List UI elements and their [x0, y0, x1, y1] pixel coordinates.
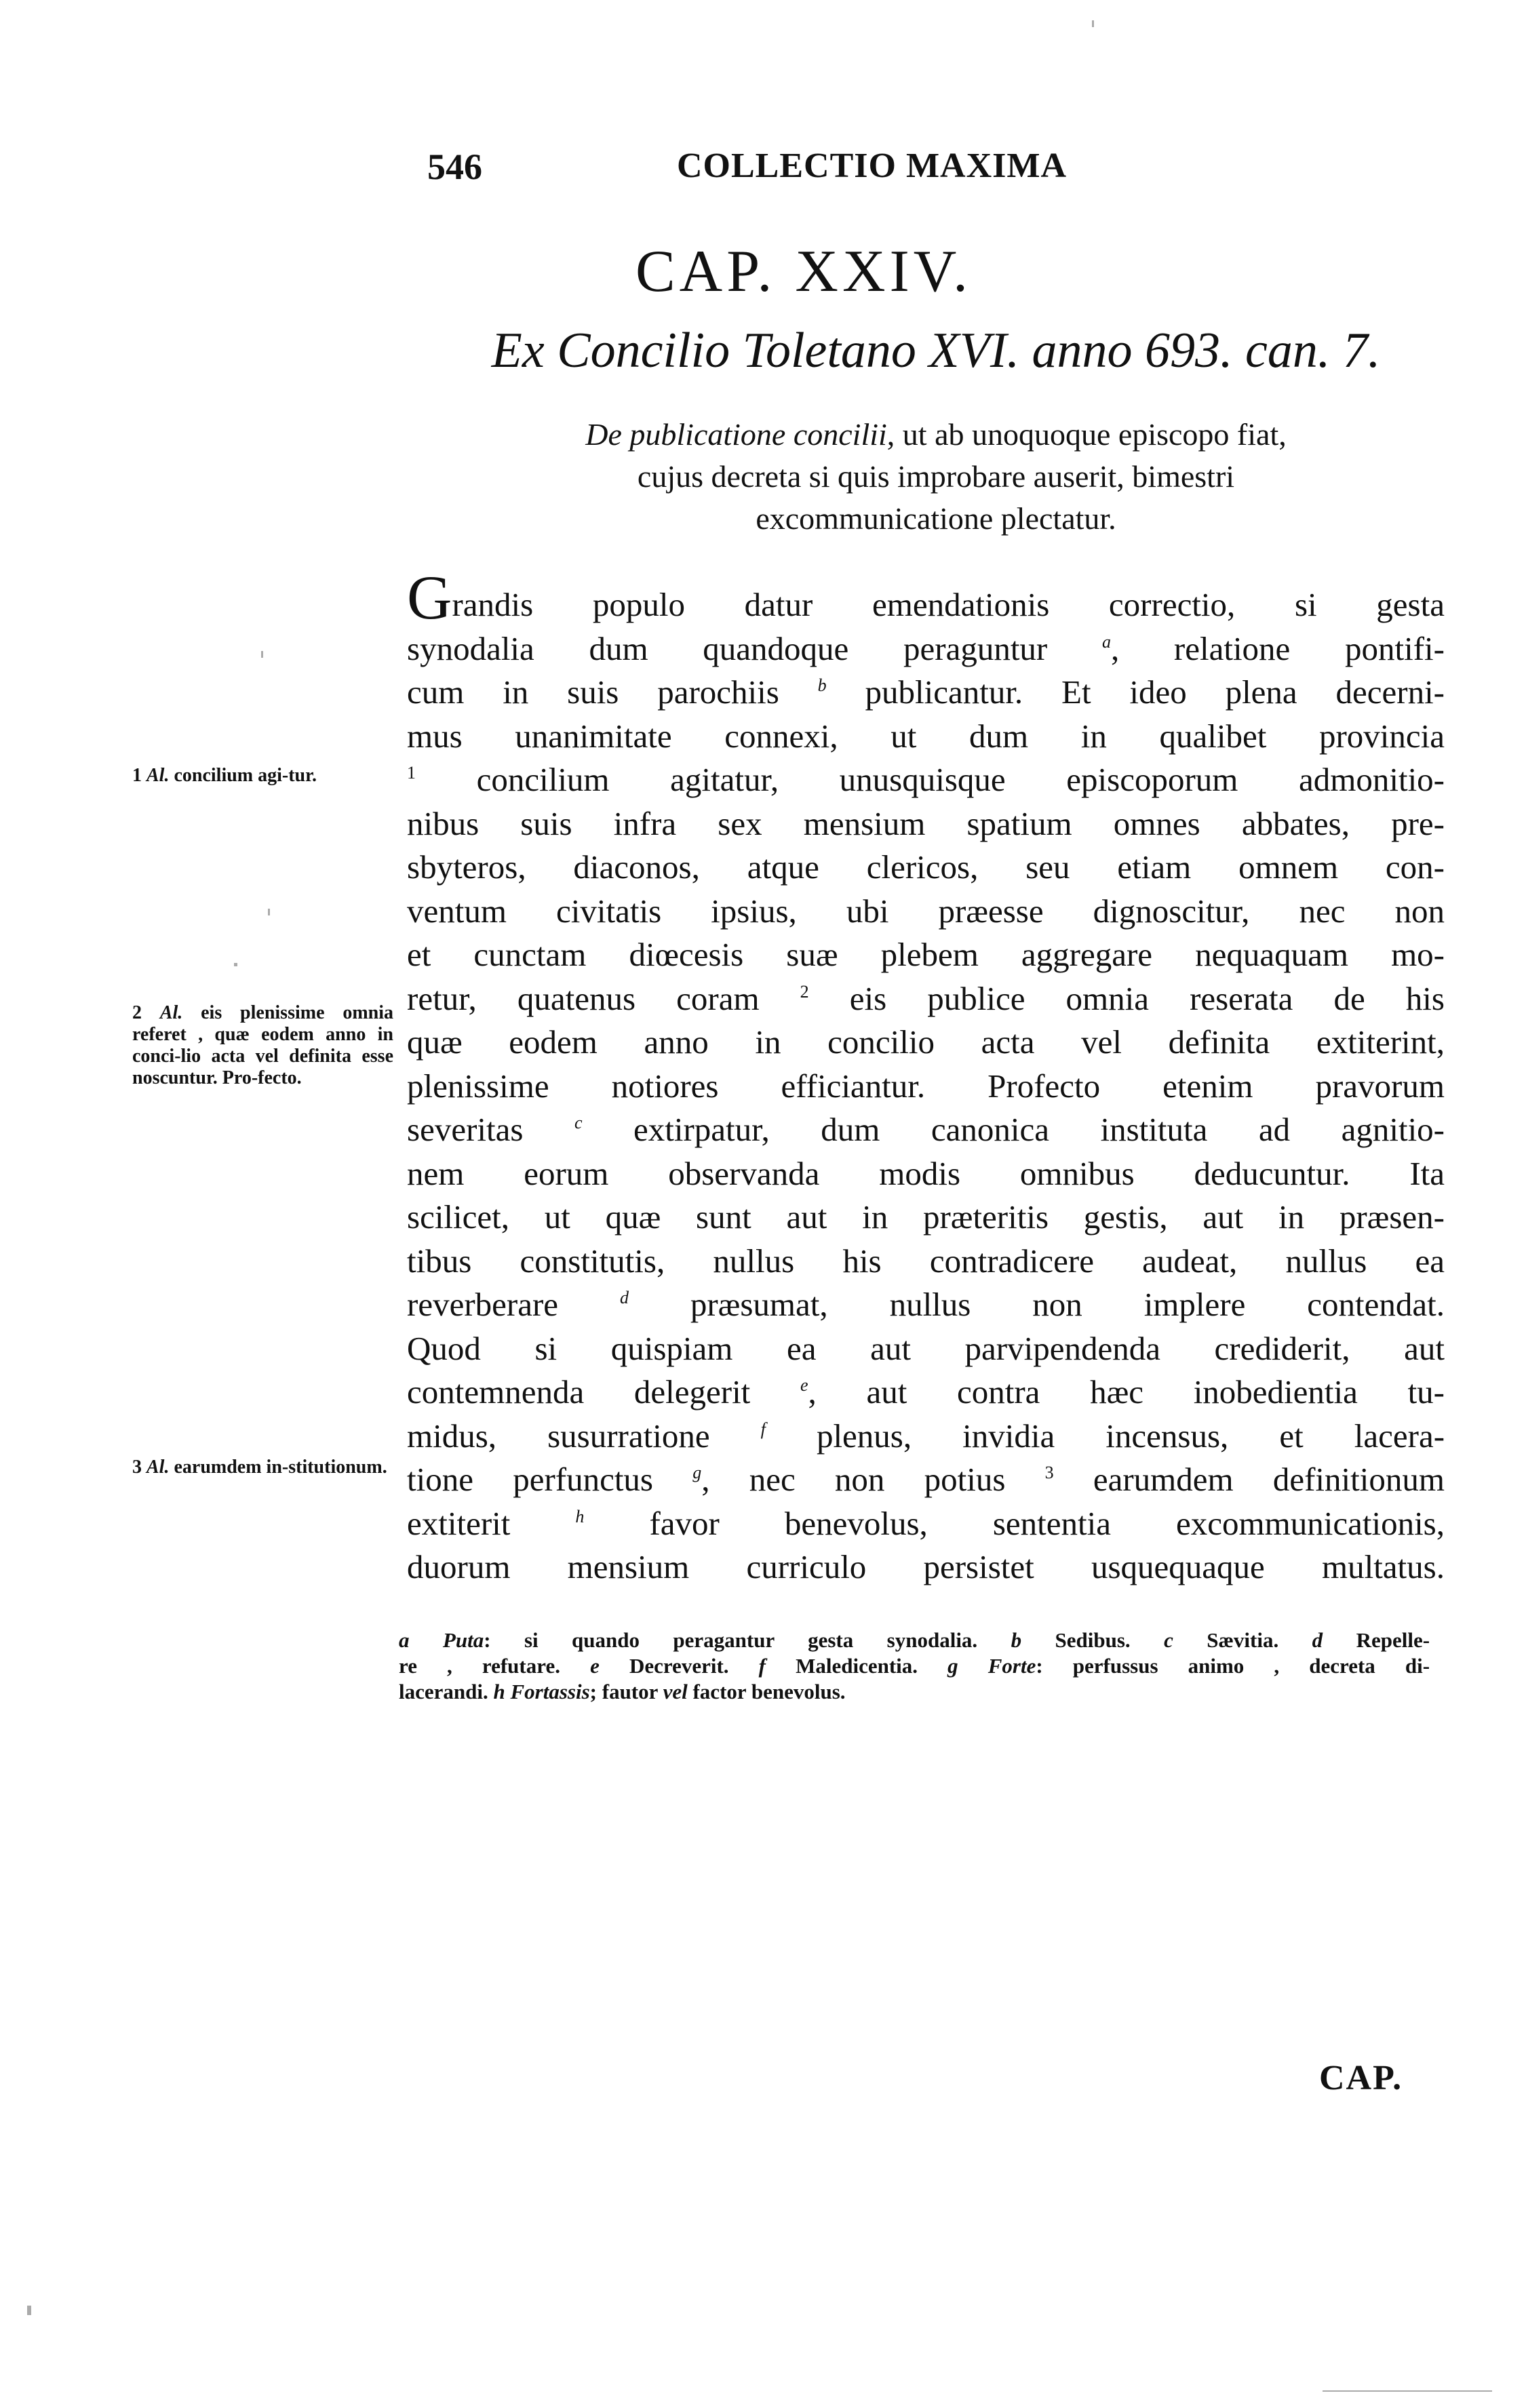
chapter-summary: [407, 414, 1465, 540]
footnote-marker: d: [1312, 1628, 1323, 1652]
summary-line-2: cujus decreta si quis improbare auserit, bimestri: [637, 459, 1235, 494]
footnote-ref[interactable]: d: [619, 1288, 629, 1307]
margin-note-text: eis plenissime omnia referet , quæ eodem anno in conci-lio acta vel definita esse noscuntur. Pro-fecto.: [132, 1002, 394, 1088]
catchword: CAP.: [1319, 2059, 1403, 2097]
footnote-line: re , refutare. e Decreverit. f Maledicentia. g Forte: perfussus animo , decreta di-: [399, 1654, 1430, 1678]
margin-note-label: Al.: [159, 1002, 183, 1023]
running-title: COLLECTIO MAXIMA: [677, 146, 1068, 185]
text-line: plenissime notiores efficiantur. Profecto etenim pravorum: [407, 1067, 1445, 1105]
footnote-ref[interactable]: h: [575, 1506, 585, 1526]
source-citation: Ex Concilio Toletano XVI. anno 693. can. 7.: [491, 323, 1381, 378]
text-line: cum in suis parochiis $^b$ publicantur. Et ideo plena decerni-: [407, 673, 1445, 711]
margin-note-number: 2: [132, 1002, 142, 1023]
text-line: severitas $^c$ extirpatur, dum canonica instituta ad agnitio-: [407, 1111, 1445, 1148]
margin-note-2: [132, 1002, 393, 1089]
text-line: scilicet, ut quæ sunt aut in præteritis gestis, aut in præsen-: [407, 1198, 1445, 1236]
text-line: Quod si quispiam ea aut parvipendenda crediderit, aut: [407, 1329, 1445, 1367]
text-line: mus unanimitate connexi, ut dum in qualibet provincia: [407, 717, 1445, 755]
variant-ref[interactable]: 2: [800, 981, 809, 1002]
summary-lead: De publicatione concilii: [585, 417, 887, 452]
scan-speck: [234, 963, 237, 966]
footnote-ref[interactable]: g: [692, 1463, 702, 1482]
drop-cap: G: [407, 563, 452, 632]
footnote-marker: g: [947, 1654, 958, 1678]
footnote-ref[interactable]: a: [1101, 631, 1111, 652]
footnote-marker: h: [493, 1680, 505, 1703]
margin-note-3: [132, 1457, 393, 1478]
text-line: nibus suis infra sex mensium spatium omnes abbates, pre-: [407, 804, 1445, 842]
text-line: et cunctam diœcesis suæ plebem aggregare nequaquam mo-: [407, 936, 1445, 973]
text-line: sbyteros, diaconos, atque clericos, seu etiam omnem con-: [407, 848, 1445, 886]
text-line: quæ eodem anno in concilio acta vel definita extiterint,: [407, 1023, 1445, 1061]
text-line: ventum civitatis ipsius, ubi præesse dignoscitur, nec non: [407, 892, 1445, 930]
variant-ref[interactable]: 3: [1044, 1463, 1054, 1482]
text-line: tibus constitutis, nullus his contradicere audeat, nullus ea: [407, 1242, 1445, 1280]
margin-note-number: 3: [132, 1457, 142, 1478]
text-line: reverberare $^d$ præsumat, nullus non implere contendat.: [407, 1286, 1445, 1323]
summary-line-3: excommunicatione plectatur.: [756, 501, 1116, 536]
margin-note-text: concilium agi-tur.: [174, 765, 317, 786]
scan-speck: [268, 909, 270, 915]
footnote-marker: e: [590, 1654, 600, 1678]
text-line: contemnenda delegerit $^e$, aut contra hæc inobedientia tu-: [407, 1373, 1445, 1410]
variant-ref[interactable]: 1: [407, 763, 416, 783]
summary-line-1: [407, 414, 1465, 456]
text-line: Grandis populo datur emendationis correctio, si gesta: [407, 563, 1445, 632]
text-line: $^1$ concilium agitatur, unusquisque episcoporum admonitio-: [407, 761, 1445, 798]
text-line: midus, susurratione $^f$ plenus, invidia incensus, et lacera-: [407, 1417, 1445, 1455]
footnote-ref[interactable]: f: [760, 1419, 766, 1439]
scan-speck: [1092, 20, 1094, 27]
text-line: retur, quatenus coram $^2$ eis publice omnia reserata de his: [407, 979, 1445, 1017]
text-line: duorum mensium curriculo persistet usquequaque multatus.: [407, 1548, 1445, 1585]
margin-note-number: 1: [132, 765, 142, 786]
footnote-ref[interactable]: e: [800, 1375, 808, 1395]
footnote-marker: b: [1011, 1628, 1022, 1652]
footnote-line: lacerandi. h Fortassis; fautor vel factor benevolus.: [399, 1680, 846, 1703]
main-text: [407, 563, 1445, 1590]
text-line: nem eorum observanda modis omnibus deducuntur. Ita: [407, 1154, 1445, 1192]
text-line: extiterit $^h$ favor benevolus, sententia excommunicationis,: [407, 1504, 1445, 1542]
chapter-heading: CAP. XXIV.: [635, 239, 973, 304]
page-number: 546: [427, 146, 482, 187]
text-line: tione perfunctus $^g$, nec non potius $^3$ earumdem definitionum: [407, 1461, 1445, 1498]
footnotes: [399, 1627, 1430, 1705]
margin-note-label: Al.: [146, 765, 170, 786]
scan-speck: [1323, 2390, 1492, 2392]
footnote-marker: c: [1164, 1628, 1173, 1652]
scan-speck: [261, 651, 263, 658]
running-head: [427, 146, 1173, 193]
footnote-marker: a: [399, 1628, 410, 1652]
summary-line-1-rest: , ut ab unoquoque episcopo fiat,: [886, 417, 1287, 452]
margin-note-label: Al.: [146, 1457, 170, 1478]
footnote-marker: f: [758, 1654, 766, 1678]
margin-note-1: [132, 765, 393, 787]
footnote-ref[interactable]: c: [574, 1113, 583, 1132]
scan-speck: [27, 2306, 31, 2315]
margin-note-text: earumdem in-stitutionum.: [174, 1457, 387, 1478]
text-line: synodalia dum quandoque peraguntur $^a$, relatione pontifi-: [407, 629, 1445, 667]
footnote-line: a Puta: si quando peragantur gesta synodalia. b Sedibus. c Sævitia. d Repelle-: [399, 1628, 1430, 1652]
footnote-ref[interactable]: b: [817, 675, 827, 695]
